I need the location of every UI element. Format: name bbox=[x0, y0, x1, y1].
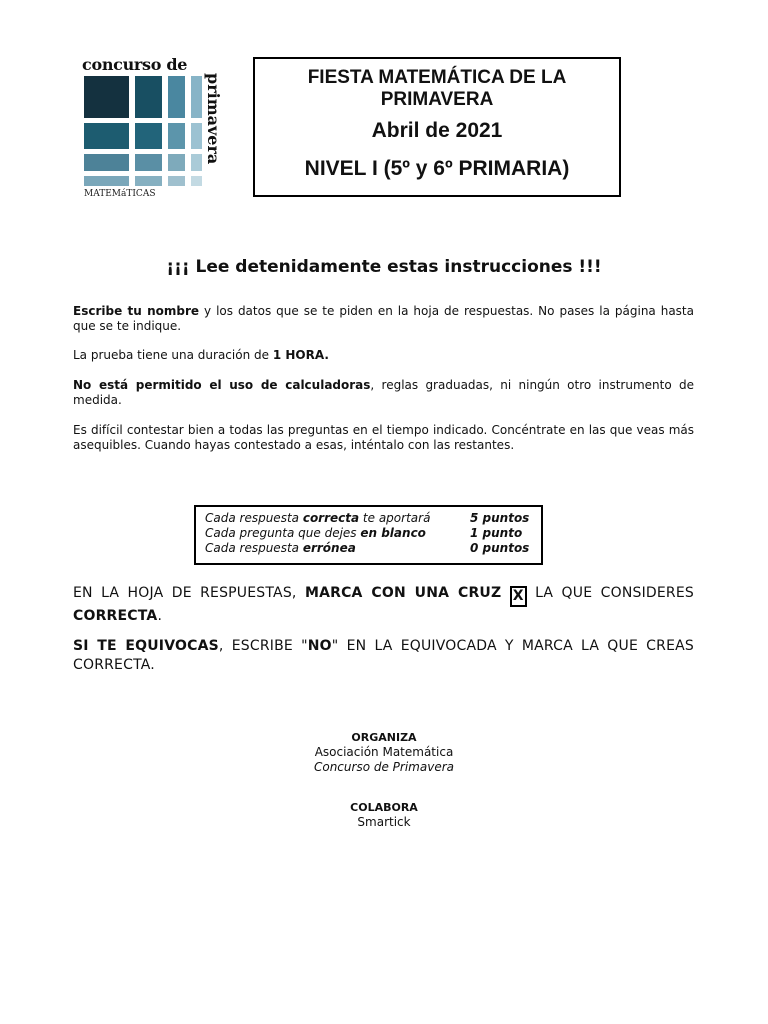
organizer-label: ORGANIZA bbox=[351, 731, 417, 744]
bold-lead: No está permitido el uso de calculadoras bbox=[73, 378, 371, 392]
scoring-bold: en blanco bbox=[360, 526, 426, 540]
logo-square bbox=[168, 123, 185, 149]
instruction-text: . bbox=[157, 608, 163, 624]
logo-square bbox=[135, 176, 162, 186]
instruction-paragraph-name bbox=[73, 304, 694, 334]
logo-square bbox=[135, 123, 162, 149]
event-title-line-1: FIESTA MATEMÁTICA DE LA bbox=[307, 67, 567, 88]
paragraph-text: La prueba tiene una duración de bbox=[73, 348, 273, 362]
organizer-subname: Concurso de Primavera bbox=[313, 760, 454, 774]
logo-square bbox=[135, 154, 162, 171]
event-header-box bbox=[253, 57, 621, 197]
mark-instruction bbox=[73, 584, 694, 626]
scoring-label bbox=[205, 541, 470, 556]
instruction-bold: MARCA CON UNA CRUZ bbox=[304, 585, 502, 601]
instruction-text: LA QUE CONSIDERES bbox=[526, 585, 694, 601]
instruction-bold: NO bbox=[307, 638, 332, 654]
contest-logo bbox=[82, 55, 232, 205]
logo-square bbox=[168, 76, 185, 118]
scoring-points: 5 puntos bbox=[470, 511, 530, 525]
logo-square bbox=[168, 176, 185, 186]
logo-vertical-text: primavera bbox=[204, 73, 223, 165]
organizer-credit bbox=[0, 730, 768, 775]
collaborator-name: Smartick bbox=[357, 815, 411, 829]
cross-mark-icon: X bbox=[510, 586, 527, 607]
logo-square bbox=[135, 76, 162, 118]
instruction-text: " EN LA EQUIVOCADA Y MARCA LA QUE CREAS CORRECTA. bbox=[73, 638, 694, 673]
scoring-row bbox=[205, 526, 532, 541]
scoring-points: 0 puntos bbox=[470, 541, 530, 555]
bold-duration: 1 HORA. bbox=[272, 348, 329, 362]
scoring-text: Cada pregunta que dejes bbox=[205, 526, 361, 540]
scoring-bold: correcta bbox=[302, 511, 360, 525]
organizer-name: Asociación Matemática bbox=[314, 745, 454, 759]
event-title bbox=[255, 67, 619, 111]
bold-lead: Escribe tu nombre bbox=[73, 304, 200, 318]
logo-square bbox=[191, 176, 202, 186]
logo-square bbox=[191, 76, 202, 118]
logo-title: concurso de bbox=[82, 55, 188, 74]
logo-subtitle: MATEMáTICAS bbox=[84, 189, 156, 199]
event-level: NIVEL I (5º y 6º PRIMARIA) bbox=[304, 157, 570, 180]
scoring-text: Cada respuesta bbox=[205, 511, 303, 525]
instructions-heading: ¡¡¡ Lee detenidamente estas instrucciones !!! bbox=[166, 257, 602, 277]
scoring-row bbox=[205, 511, 532, 526]
scoring-bold: errónea bbox=[302, 541, 356, 555]
logo-square bbox=[84, 123, 129, 149]
scoring-points: 1 punto bbox=[470, 526, 523, 540]
scoring-text: te aportará bbox=[359, 511, 431, 525]
instruction-text: EN LA HOJA DE RESPUESTAS, bbox=[73, 585, 305, 601]
logo-square bbox=[84, 76, 129, 118]
scoring-row bbox=[205, 541, 532, 556]
logo-square bbox=[168, 154, 185, 171]
instruction-paragraph-duration bbox=[73, 348, 694, 363]
logo-square bbox=[191, 123, 202, 149]
scoring-label bbox=[205, 511, 470, 526]
instruction-paragraph-calculators bbox=[73, 378, 694, 408]
logo-square bbox=[191, 154, 202, 171]
collaborator-label: COLABORA bbox=[350, 801, 418, 814]
scoring-label bbox=[205, 526, 470, 541]
logo-square bbox=[84, 176, 129, 186]
event-date: Abril de 2021 bbox=[371, 119, 503, 142]
logo-square-grid bbox=[84, 76, 202, 186]
scoring-table bbox=[194, 505, 543, 565]
instruction-bold: SI TE EQUIVOCAS bbox=[73, 638, 219, 654]
logo-square bbox=[84, 154, 129, 171]
event-title-line-2: PRIMAVERA bbox=[380, 89, 494, 110]
instruction-text: , ESCRIBE " bbox=[218, 638, 308, 654]
instruction-paragraph-time: Es difícil contestar bien a todas las preguntas en el tiempo indicado. Concéntrate en las que veas más asequibles. Cuando hayas contestado a esas, inténtalo con las restantes. bbox=[73, 423, 694, 452]
mistake-instruction bbox=[73, 637, 694, 675]
instruction-bold: CORRECTA bbox=[73, 608, 158, 624]
scoring-text: Cada respuesta bbox=[205, 541, 303, 555]
collaborator-credit bbox=[0, 800, 768, 830]
paragraph-text: y los datos que se te piden en la hoja de respuestas. No pases la página hasta que se te indique. bbox=[73, 304, 694, 333]
paragraph-text: , reglas graduadas, ni ningún otro instrumento de medida. bbox=[73, 378, 694, 407]
